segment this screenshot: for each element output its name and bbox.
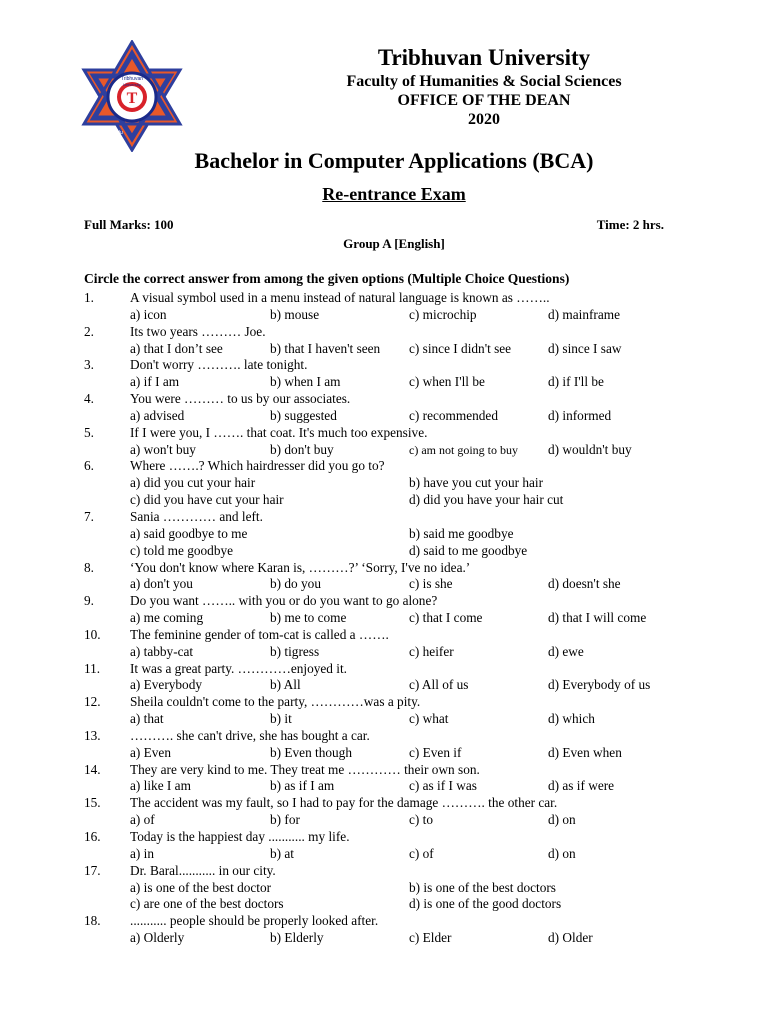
question-row [84,829,684,846]
option-d[interactable]: d) Older [548,930,593,946]
seal-ring-text-university: University [123,82,141,87]
question-row [84,290,684,307]
option-b[interactable]: b) have you cut your hair [409,475,544,491]
option-d[interactable]: d) is one of the good doctors [409,896,562,912]
option-a[interactable]: a) tabby-cat [130,643,194,659]
question-row [84,324,684,341]
question-number: 18. [84,913,101,929]
question-text: Dr. Baral........... in our city. [130,862,276,878]
options-row [84,442,684,459]
options-row [84,846,684,863]
option-c[interactable]: c) All of us [409,677,469,693]
option-c[interactable]: c) recommended [409,407,498,423]
question-row [84,458,684,475]
option-d[interactable]: d) if I'll be [548,374,604,390]
option-a[interactable]: a) said goodbye to me [130,525,248,541]
full-marks: Full Marks: 100 [84,217,174,232]
question-row [84,863,684,880]
options-row [84,677,684,694]
options-row [84,475,684,492]
question-row [84,627,684,644]
options-row [84,644,684,661]
question-text: Sheila couldn't come to the party, …………was a pity. [130,694,421,710]
question-text: They are very kind to me. They treat me ………… their own son. [130,761,480,777]
seal-ring-text-left: Kathmandu [97,130,123,136]
question-row [84,913,684,930]
option-d[interactable]: d) informed [548,407,612,423]
exam-year: 2020 [468,111,500,128]
question-text: If I were you, I ……. that coat. It's much too expensive. [130,424,428,440]
question-number: 10. [84,626,101,642]
option-b[interactable]: b) as if I am [270,778,335,794]
question-text: Its two years ……… Joe. [130,323,266,339]
option-d[interactable]: d) as if were [548,778,615,794]
question-number: 12. [84,694,101,710]
option-a[interactable]: a) if I am [130,374,180,390]
option-d[interactable]: d) wouldn't buy [548,441,632,457]
question-number: 9. [84,593,94,609]
options-row [84,711,684,728]
question-text: The feminine gender of tom-cat is called a ……. [130,626,389,642]
options-row [84,610,684,627]
university-seal-logo [80,40,184,152]
office-name: OFFICE OF THE DEAN [397,92,571,109]
option-c[interactable]: c) as if I was [409,778,477,794]
option-a[interactable]: a) icon [130,306,167,322]
option-c[interactable]: c) Elder [409,930,452,946]
question-row [84,593,684,610]
document-header [180,44,768,129]
option-d[interactable]: d) that I will come [548,610,647,626]
option-d[interactable]: d) ewe [548,643,584,659]
option-a[interactable]: a) that I don’t see [130,340,223,356]
question-number: 16. [84,829,101,844]
option-c[interactable]: c) to [409,812,433,828]
option-c[interactable]: c) when I'll be [409,374,485,390]
option-d[interactable]: d) which [548,711,595,727]
option-d[interactable]: d) did you have your hair cut [409,492,564,508]
option-b[interactable]: b) it [270,711,292,727]
option-a[interactable]: a) me coming [130,610,204,626]
option-c[interactable]: c) that I come [409,610,483,626]
program-title: Bachelor in Computer Applications (BCA) [194,148,594,173]
option-d[interactable]: d) mainframe [548,306,620,322]
option-c[interactable]: c) is she [409,576,453,592]
option-d[interactable]: d) on [548,812,576,828]
question-number: 14. [84,761,101,777]
question-row [84,560,684,577]
option-c[interactable]: c) told me goodbye [130,542,234,558]
question-row [84,357,684,374]
question-number: 13. [84,727,101,743]
option-a[interactable]: a) Everybody [130,677,202,693]
options-row [84,812,684,829]
option-a[interactable]: a) advised [130,407,185,423]
question-number: 8. [84,559,94,575]
options-row [84,492,684,509]
question-number: 5. [84,424,94,440]
option-b[interactable]: b) is one of the best doctors [409,879,556,895]
options-row [84,745,684,762]
option-a[interactable]: a) of [130,812,155,828]
question-number: 3. [84,357,94,373]
option-c[interactable]: c) microchip [409,306,477,322]
option-d[interactable]: d) Even when [548,744,622,760]
option-b[interactable]: b) Elderly [270,930,324,946]
question-number: 2. [84,323,94,339]
option-a[interactable]: a) don't you [130,576,193,592]
option-b[interactable]: b) when I am [270,374,341,390]
instruction-text: Circle the correct answer from among the given options (Multiple Choice Questions) [84,271,570,286]
question-row [84,762,684,779]
tribhuvan-university-seal-icon [80,40,184,152]
option-a[interactable]: a) is one of the best doctor [130,879,272,895]
option-b[interactable]: b) for [270,812,300,828]
question-number: 17. [84,862,101,878]
question-row [84,509,684,526]
question-text: A visual symbol used in a menu instead of natural language is known as …….. [130,290,550,305]
options-row [84,526,684,543]
option-b[interactable]: b) All [270,677,301,693]
options-row [84,341,684,358]
option-a[interactable]: a) that [130,711,164,727]
options-row [84,880,684,897]
option-d[interactable]: d) on [548,845,576,861]
option-c[interactable]: c) did you have cut your hair [130,492,284,508]
option-d[interactable]: d) doesn't she [548,576,621,592]
option-b[interactable]: b) do you [270,576,321,592]
option-b[interactable]: b) mouse [270,306,320,322]
option-b[interactable]: b) don't buy [270,441,334,457]
option-a[interactable]: a) Olderly [130,930,185,946]
question-text: It was a great party. …………enjoyed it. [130,660,347,676]
question-row [84,391,684,408]
question-text: ........... people should be properly looked after. [130,913,379,929]
question-number: 7. [84,508,94,524]
question-row [84,795,684,812]
question-text: Where …….? Which hairdresser did you go to? [130,458,385,474]
options-row [84,778,684,795]
exam-title [0,183,768,205]
exam-title-text: Re-entrance Exam [322,184,466,204]
option-c[interactable]: c) are one of the best doctors [130,896,284,912]
seal-letter: T [126,90,138,107]
group-heading: Group A [English] [343,236,445,251]
question-row [84,425,684,442]
option-a[interactable]: a) did you cut your hair [130,475,256,491]
option-a[interactable]: a) won't buy [130,441,196,457]
question-number: 1. [84,290,94,305]
option-a[interactable]: a) Even [130,744,171,760]
question-text: Today is the happiest day ........... my life. [130,829,350,844]
option-b[interactable]: b) tigress [270,643,320,659]
option-b[interactable]: b) at [270,845,294,861]
options-row [84,374,684,391]
option-b[interactable]: b) said me goodbye [409,525,514,541]
option-d[interactable]: d) Everybody of us [548,677,651,693]
question-row [84,661,684,678]
question-row [84,728,684,745]
option-c[interactable]: c) am not going to buy [409,442,518,457]
faculty-name: Faculty of Humanities & Social Sciences [346,73,622,90]
option-c[interactable]: c) what [409,711,449,727]
option-d[interactable]: d) since I saw [548,340,622,356]
seal-ring-text-right: Nepal [147,130,161,136]
option-a[interactable]: a) in [130,845,154,861]
question-list [84,290,684,947]
question-text: The accident was my fault, so I had to pay for the damage ………. the other car. [130,795,558,811]
options-row [84,930,684,947]
option-a[interactable]: a) like I am [130,778,191,794]
question-text: Sania ………… and left. [130,508,263,524]
question-number: 4. [84,391,94,407]
question-text: Don't worry ………. late tonight. [130,357,308,373]
exam-time: Time: 2 hrs. [596,217,664,232]
question-text: ‘You don't know where Karan is, ………?’ ‘Sorry, I've no idea.’ [130,559,471,575]
question-text: You were ……… to us by our associates. [130,391,351,407]
option-b[interactable]: b) suggested [270,407,337,423]
question-number: 6. [84,458,94,474]
option-c[interactable]: c) of [409,845,434,861]
seal-ring-text-top: Tribhuvan [120,76,144,82]
option-c[interactable]: c) heifer [409,643,454,659]
options-row [84,408,684,425]
question-text: ………. she can't drive, she has bought a car. [130,727,370,743]
option-b[interactable]: b) that I haven't seen [270,340,381,356]
question-row [84,694,684,711]
university-name: Tribhuvan University [377,45,591,70]
options-row [84,576,684,593]
options-row [84,307,684,324]
options-row [84,543,684,560]
option-c[interactable]: c) Even if [409,744,462,760]
option-b[interactable]: b) Even though [270,744,352,760]
options-row [84,896,684,913]
option-c[interactable]: c) since I didn't see [409,340,512,356]
question-number: 15. [84,795,101,811]
option-b[interactable]: b) me to come [270,610,347,626]
question-text: Do you want …….. with you or do you want to go alone? [130,593,438,609]
question-number: 11. [84,660,101,676]
option-d[interactable]: d) said to me goodbye [409,542,528,558]
